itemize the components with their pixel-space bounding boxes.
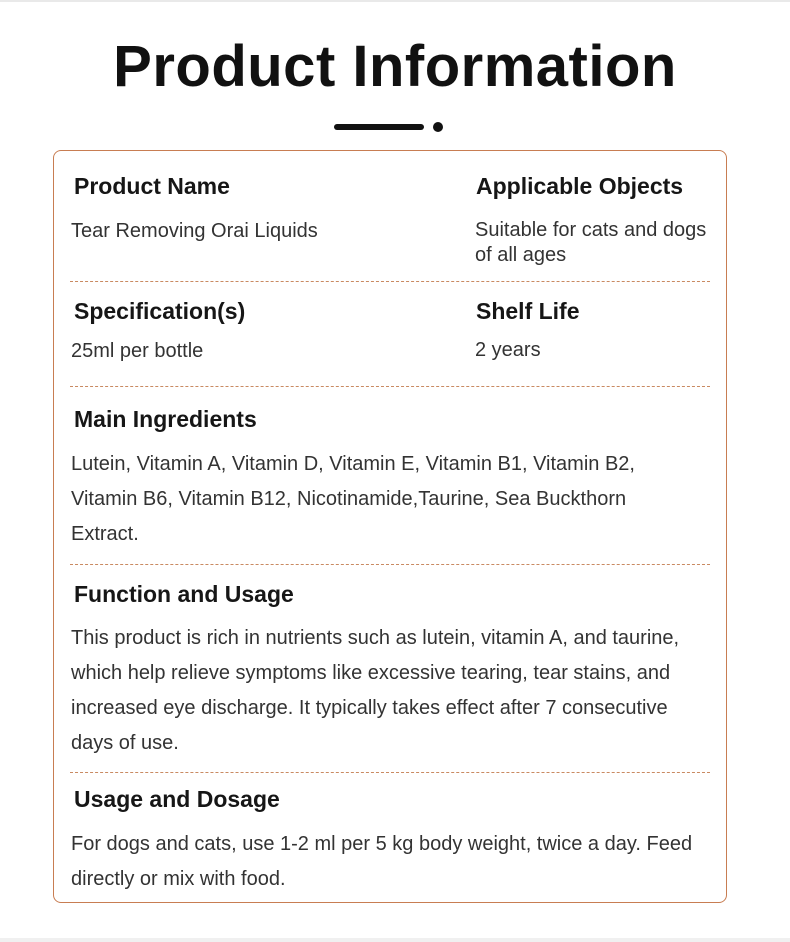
divider-2 [70,386,710,387]
title-underline-dot [433,122,443,132]
divider-4 [70,772,710,773]
applicable-objects-value-line1: Suitable for cats and dogs [475,219,707,241]
bottom-rule [0,938,790,942]
title-underline-bar [334,124,424,130]
usage-dosage-line-2: directly or mix with food. [71,868,286,890]
specification-label: Specification(s) [74,298,246,324]
specification-value: 25ml per bottle [71,340,204,362]
main-ingredients-label: Main Ingredients [74,406,257,432]
page-title: Product Information [113,34,677,99]
main-ingredients-line-1: Lutein, Vitamin A, Vitamin D, Vitamin E, Vitamin B1, Vitamin B2, [71,453,635,475]
applicable-objects-value-line2: of all ages [475,244,567,266]
function-usage-line-1: This product is rich in nutrients such as lutein, vitamin A, and taurine, [71,627,680,649]
main-ingredients-line-3: Extract. [71,523,139,545]
main-ingredients-line-2: Vitamin B6, Vitamin B12, Nicotinamide,Taurine, Sea Buckthorn [71,488,627,510]
product-name-label: Product Name [74,173,230,199]
divider-1 [70,281,710,282]
shelf-life-value: 2 years [475,339,541,361]
divider-3 [70,564,710,565]
function-usage-line-4: days of use. [71,732,179,754]
function-usage-label: Function and Usage [74,581,294,607]
function-usage-line-2: which help relieve symptoms like excessive tearing, tear stains, and [71,662,671,684]
usage-dosage-line-1: For dogs and cats, use 1-2 ml per 5 kg body weight, twice a day. Feed [71,833,693,855]
applicable-objects-label: Applicable Objects [476,173,684,199]
shelf-life-label: Shelf Life [476,298,580,324]
title-decoration [334,122,444,132]
product-name-value: Tear Removing Orai Liquids [71,220,318,242]
usage-dosage-label: Usage and Dosage [74,786,280,812]
function-usage-line-3: increased eye discharge. It typically takes effect after 7 consecutive [71,697,668,719]
top-rule [0,0,790,2]
